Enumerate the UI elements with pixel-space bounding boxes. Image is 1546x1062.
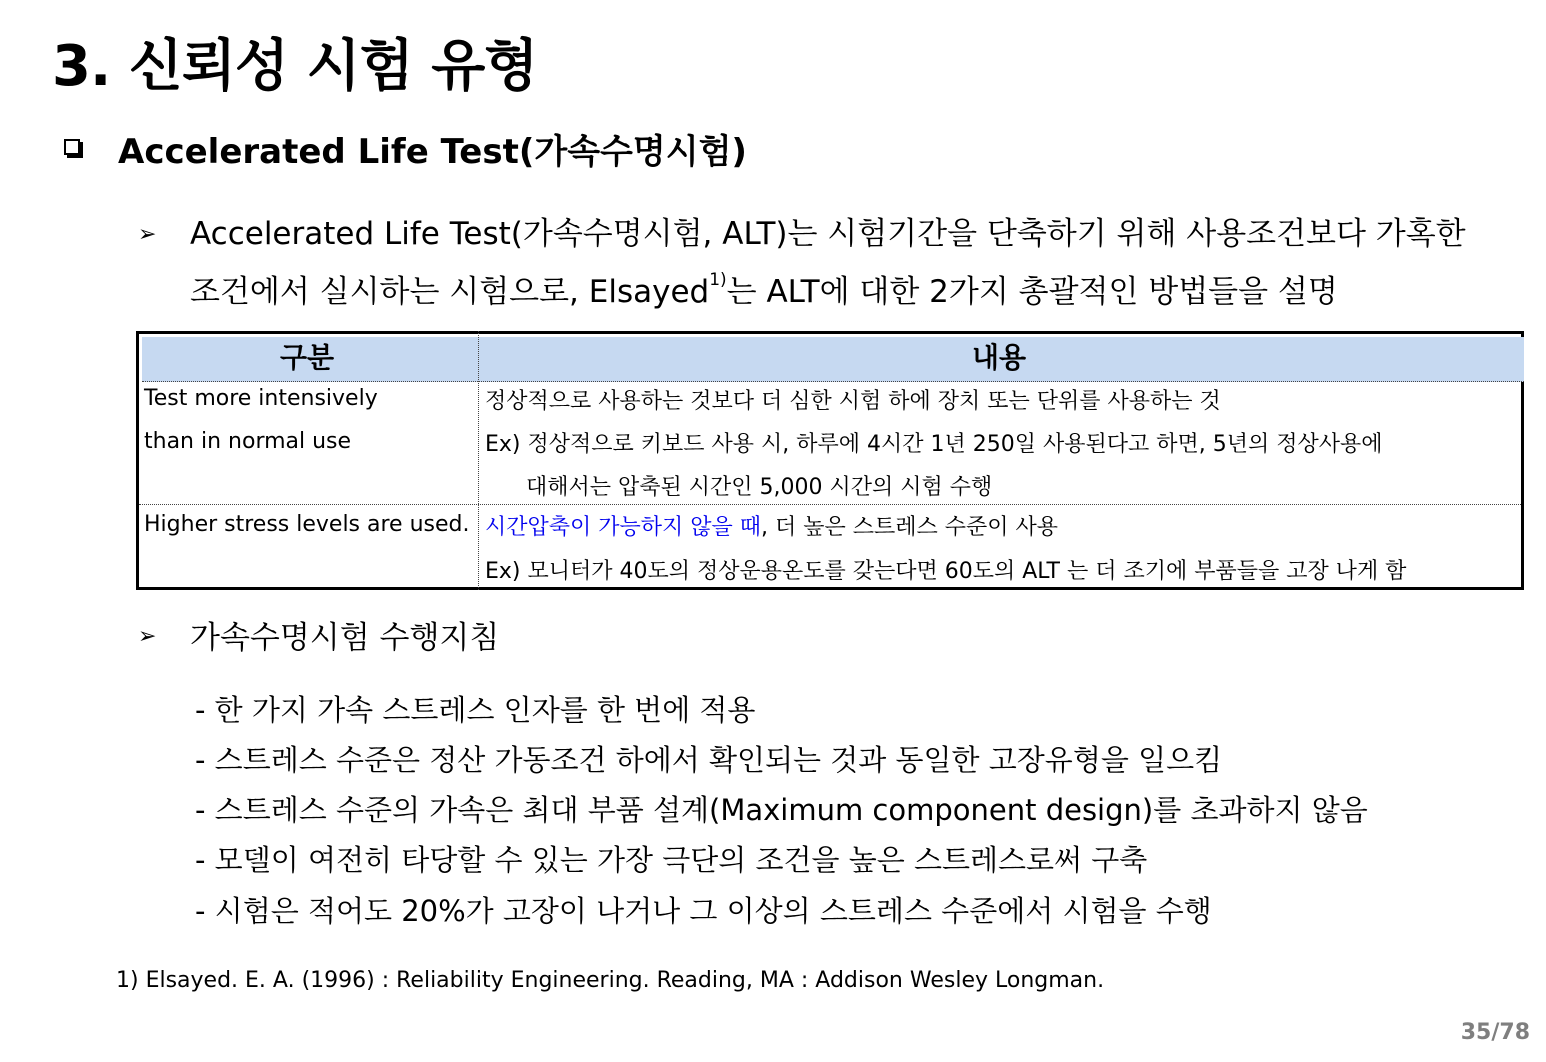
row1-content-line2: Ex) 정상적으로 키보드 사용 시, 하루에 4시간 1년 250일 사용된다고 하면, 5년의 정상사용에 [485,432,1383,457]
guidelines-heading: 가속수명시험 수행지침 [190,620,500,656]
table-header-content: 내용 [972,341,1027,374]
square-bullet-icon [64,139,80,155]
footnote-marker: 1) [709,270,727,290]
row2-category-line1: Higher stress levels are used. [144,512,470,537]
row-divider [139,504,1521,505]
row2-highlight: 시간압축이 가능하지 않을 때 [485,515,762,540]
intro-line-2-rest: 는 ALT에 대한 2가지 총괄적인 방법들을 설명 [726,274,1338,310]
row2-content-line2: Ex) 모니터가 40도의 정상운용온도를 갖는다면 60도의 ALT 는 더 조기에 부품들을 고장 나게 함 [485,559,1407,584]
guideline-item: - 스트레스 수준은 정산 가동조건 하에서 확인되는 것과 동일한 고장유형을 일으킴 [195,743,1223,777]
page-number: 35/78 [1460,1020,1530,1045]
section-heading: Accelerated Life Test(가속수명시험) [118,132,747,172]
row1-content-line1: 정상적으로 사용하는 것보다 더 심한 시험 하에 장치 또는 단위를 사용하는 것 [485,389,1221,414]
guideline-item: - 스트레스 수준의 가속은 최대 부품 설계(Maximum component design)를 초과하지 않음 [195,793,1368,827]
row1-category-line1: Test more intensively [144,386,378,411]
row2-content-line1 [485,510,1058,541]
arrow-bullet-icon: ➢ [138,222,157,247]
guideline-item: - 한 가지 가속 스트레스 인자를 한 번에 적용 [195,693,756,727]
intro-line-2 [190,266,1338,311]
footnote: 1) Elsayed. E. A. (1996) : Reliability Engineering. Reading, MA : Addison Wesley Longman. [116,968,1105,993]
row1-content-line3: 대해서는 압축된 시간인 5,000 시간의 시험 수행 [526,475,993,500]
row1-category-line2: than in normal use [144,429,352,454]
column-divider [478,331,479,590]
intro-line-1: Accelerated Life Test(가속수명시험, ALT)는 시험기간을 단축하기 위해 사용조건보다 가혹한 [190,216,1466,252]
alt-methods-table [136,331,1524,590]
row2-content-rest: , 더 높은 스트레스 수준이 사용 [761,515,1058,540]
page-title: 3. 신뢰성 시험 유형 [52,34,538,99]
table-header-row [142,337,1524,382]
guideline-item: - 모델이 여전히 타당할 수 있는 가장 극단의 조건을 높은 스트레스로써 구축 [195,843,1148,877]
table-header-category: 구분 [280,341,335,374]
intro-line-2-text: 조건에서 실시하는 시험으로, Elsayed [190,274,710,310]
arrow-bullet-icon: ➢ [138,624,157,649]
guideline-item: - 시험은 적어도 20%가 고장이 나거나 그 이상의 스트레스 수준에서 시험을 수행 [195,894,1212,928]
